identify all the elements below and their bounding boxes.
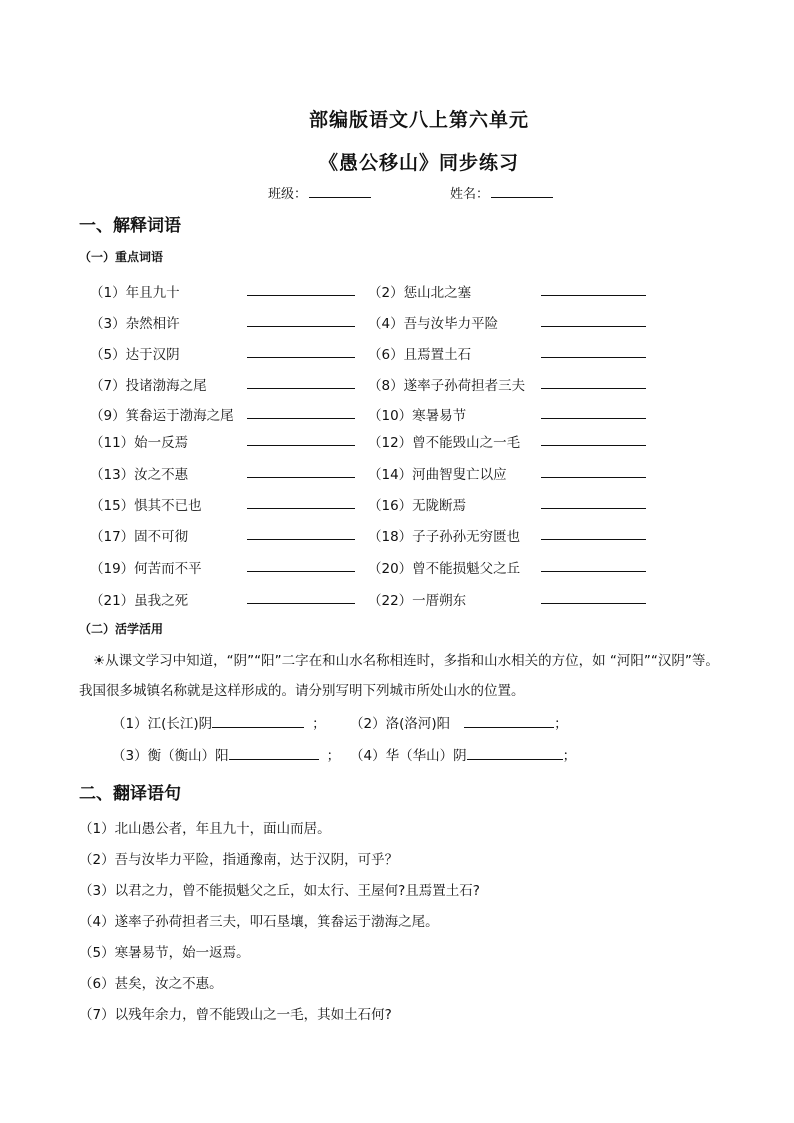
vocab-item: （6）且焉置土石 [368,347,472,363]
vocab-item: （11）始一反焉 [90,435,189,451]
vocab-item: （1）年且九十 [90,285,180,301]
answer-blank[interactable] [541,539,646,540]
fill-item[interactable]: （1）江(长江)阴 ； [112,712,326,732]
vocab-item: （5）达于汉阴 [90,347,180,363]
answer-blank[interactable] [541,357,646,358]
vocab-item: （22）一厝朔东 [368,593,467,609]
vocab-item: （15）惧其不已也 [90,498,202,514]
vocab-item: （18）子子孙孙无穷匮也 [368,529,521,545]
vocab-item: （19）何苦而不平 [90,561,202,577]
section2-title: 二、翻译语句 [79,784,181,804]
vocab-item: （12）曾不能毁山之一毛 [368,435,521,451]
answer-blank[interactable] [247,603,355,604]
vocab-item: （3）杂然相许 [90,316,180,332]
vocab-item: （2）惩山北之塞 [368,285,472,301]
vocab-item: （21）虽我之死 [90,593,189,609]
fill-blank[interactable] [464,713,554,728]
section1-sub2: （二）活学活用 [79,622,164,636]
answer-blank[interactable] [541,326,646,327]
answer-blank[interactable] [247,508,355,509]
answer-blank[interactable] [247,445,355,446]
answer-blank[interactable] [247,477,355,478]
answer-blank[interactable] [247,326,355,327]
vocab-item: （14）河曲智叟亡以应 [368,467,507,483]
class-field[interactable] [268,183,371,202]
answer-blank[interactable] [541,571,646,572]
answer-blank[interactable] [247,388,355,389]
vocab-item: （13）汝之不惠 [90,467,189,483]
answer-blank[interactable] [541,603,646,604]
vocab-item: （16）无陇断焉 [368,498,467,514]
vocab-item: （4）吾与汝毕力平险 [368,316,499,332]
section1-title: 一、解释词语 [79,216,181,236]
name-field[interactable] [450,183,553,202]
vocab-item: （17）固不可彻 [90,529,189,545]
page-subtitle: 《愚公移山》同步练习 [318,152,519,174]
answer-blank[interactable] [247,571,355,572]
name-label: 姓名： [450,187,490,202]
page-title: 部编版语文八上第六单元 [308,109,529,131]
translate-sentence: （5）寒暑易节，始一返焉。 [79,945,250,961]
translate-sentence: （3）以君之力，曾不能损魁父之丘，如太行、王屋何?且焉置土石? [79,883,480,899]
answer-blank[interactable] [541,445,646,446]
translate-sentence: （7）以残年余力，曾不能毁山之一毛，其如土石何? [79,1007,392,1023]
answer-blank[interactable] [541,388,646,389]
vocab-item: （7）投诸渤海之尾 [90,378,207,394]
name-blank[interactable] [491,185,553,198]
instruction-paragraph: ☀从课文学习中知道，“阴”“阳”二字在和山水名称相连时，多指和山水相关的方位，如 “河阳”“汉阴”等。我国很多城镇名称就是这样形成的。请分别写明下列城市所处山水的位置。 [79,653,719,699]
translate-sentence: （1）北山愚公者，年且九十，面山而居。 [79,821,331,837]
translate-sentence: （6）甚矣，汝之不惠。 [79,976,223,992]
class-label: 班级： [268,187,308,202]
class-blank[interactable] [309,185,371,198]
section1-sub1: （一）重点词语 [79,250,164,264]
fill-item[interactable]: （2）洛(洛河)阳 ； [350,712,568,732]
answer-blank[interactable] [247,357,355,358]
vocab-item: （9）箕畚运于渤海之尾 [90,408,234,424]
translate-sentence: （4）遂率子孙荷担者三夫，叩石垦壤，箕畚运于渤海之尾。 [79,914,439,930]
translate-sentence: （2）吾与汝毕力平险，指通豫南，达于汉阴，可乎？ [79,852,399,868]
answer-blank[interactable] [541,295,646,296]
answer-blank[interactable] [247,295,355,296]
answer-blank[interactable] [247,418,355,419]
vocab-item: （8）遂率子孙荷担者三夫 [368,378,526,394]
vocab-item: （10）寒暑易节 [368,408,467,424]
fill-blank[interactable] [467,745,563,760]
answer-blank[interactable] [541,418,646,419]
fill-blank[interactable] [229,745,319,760]
answer-blank[interactable] [247,539,355,540]
fill-item[interactable]: （3）衡（衡山）阳 ； [112,744,340,764]
answer-blank[interactable] [541,477,646,478]
fill-item[interactable]: （4）华（华山）阴 ； [350,744,576,764]
fill-blank[interactable] [212,713,304,728]
answer-blank[interactable] [541,508,646,509]
vocab-item: （20）曾不能损魁父之丘 [368,561,521,577]
